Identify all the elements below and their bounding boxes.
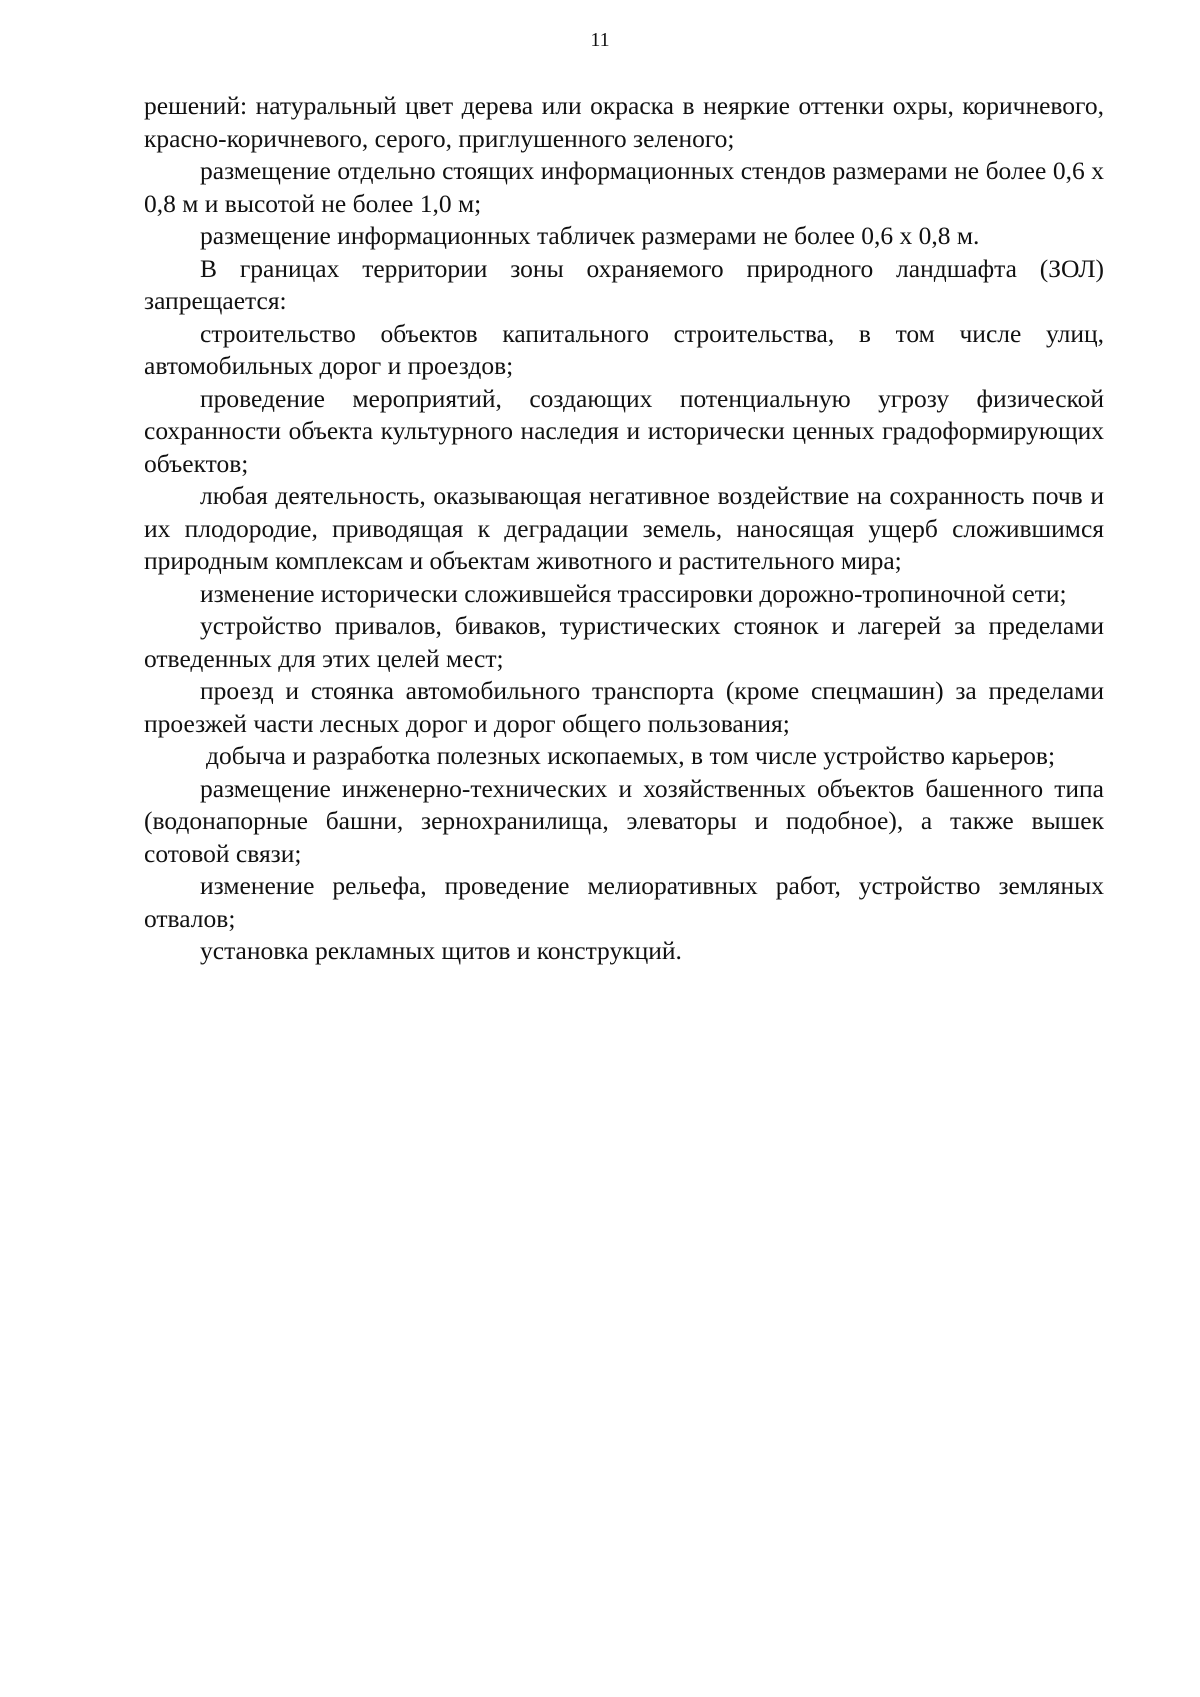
paragraph-continuation: решений: натуральный цвет дерева или окраска в неяркие оттенки охры, коричневого, красно-коричневого, серого, приглушенного зеленого; [144,91,1104,153]
paragraph: проведение мероприятий, создающих потенциальную угрозу физической сохранности объекта культурного наследия и исторически ценных градоформирующих объектов; [144,383,1104,478]
paragraph: изменение рельефа, проведение мелиоративных работ, устройство земляных отвалов; [144,871,1104,933]
paragraph: любая деятельность, оказывающая негативное воздействие на сохранность почв и их плодородие, приводящая к деградации земель, наносящая ущерб сложившимся природным комплексам и объектам животного и растительного мира; [144,481,1104,575]
paragraph: проезд и стоянка автомобильного транспорта (кроме спецмашин) за пределами проезжей части лесных дорог и дорог общего пользования; [144,676,1104,738]
paragraph: установка рекламных щитов и конструкций. [200,936,682,965]
paragraph: строительство объектов капитального строительства, в том числе улиц, автомобильных дорог и проездов; [144,318,1104,380]
paragraph: размещение инженерно-технических и хозяйственных объектов башенного типа (водонапорные башни, зернохранилища, элеваторы и подобное), а также вышек сотовой связи; [144,773,1104,868]
paragraph: изменение исторически сложившейся трассировки дорожно-тропиночной сети; [200,578,1067,608]
document-body [144,90,1104,968]
page-number: 11 [590,29,610,51]
paragraph: добыча и разработка полезных ископаемых, в том числе устройство карьеров; [206,741,1056,770]
paragraph: размещение отдельно стоящих информационных стендов размерами не более 0,6 х 0,8 м и высотой не более 1,0 м; [144,156,1104,218]
paragraph: размещение информационных табличек размерами не более 0,6 х 0,8 м. [200,221,980,250]
paragraph-heading-prohibited: В границах территории зоны охраняемого природного ландшафта (ЗОЛ) запрещается: [144,253,1104,315]
paragraph: устройство привалов, биваков, туристических стоянок и лагерей за пределами отведенных для этих целей мест; [144,611,1104,673]
